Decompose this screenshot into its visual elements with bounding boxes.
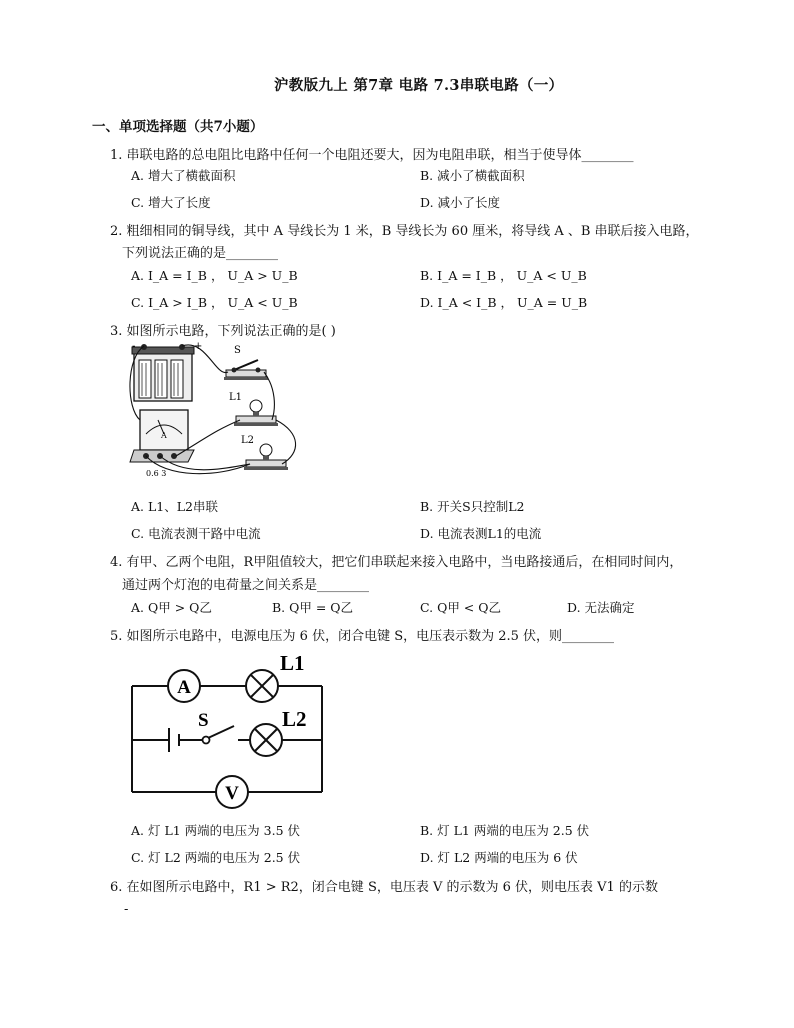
voltmeter-label: V <box>225 783 239 804</box>
battery-plus-label: + <box>194 341 203 352</box>
q1-option-a: A. 增大了横截面积 <box>131 168 236 183</box>
q3-option-a: A. L1、L2串联 <box>131 499 218 514</box>
lamp-l2-icon <box>244 444 288 470</box>
lamp-l2-icon <box>250 724 282 756</box>
switch-icon <box>224 360 268 380</box>
q1-option-d: D. 减小了长度 <box>420 195 501 210</box>
q4-stem-line2: 通过两个灯泡的电荷量之间关系是________ <box>122 578 370 593</box>
ammeter-terminal-label: 0.6 3 <box>146 469 167 478</box>
q4-option-d: D. 无法确定 <box>567 600 635 615</box>
lamp-l1-icon <box>234 400 278 426</box>
q4-option-b: B. Q甲 = Q乙 <box>272 600 354 615</box>
q3-option-c: C. 电流表测干路中电流 <box>131 526 261 541</box>
ammeter-label: A <box>161 431 167 440</box>
q2-option-a: A. I_A = I_B ， U_A > U_B <box>131 268 298 283</box>
section-heading: 一、单项选择题（共7小题） <box>92 119 264 135</box>
q3-option-b: B. 开关S只控制L2 <box>420 499 525 514</box>
q1-stem: 1. 串联电路的总电阻比电路中任何一个电阻还要大，因为电阻串联，相当于使导体________ <box>110 148 634 163</box>
ammeter-icon <box>168 670 200 702</box>
q6-stem-tail: - <box>124 902 129 917</box>
switch-label: S <box>198 710 209 731</box>
q5-stem: 5. 如图所示电路中，电源电压为 6 伏，闭合电键 S，电压表示数为 2.5 伏，则________ <box>110 629 615 644</box>
q3-circuit-figure <box>126 338 316 488</box>
q1-option-c: C. 增大了长度 <box>131 195 211 210</box>
q4-option-a: A. Q甲 > Q乙 <box>131 600 212 615</box>
q4-option-c: C. Q甲 < Q乙 <box>420 600 501 615</box>
lamp-l2-label: L2 <box>241 435 255 446</box>
lamp-l2-label: L2 <box>282 707 307 731</box>
q5-option-a: A. 灯 L1 两端的电压为 3.5 伏 <box>131 823 301 838</box>
ammeter-label: A <box>177 677 191 698</box>
voltmeter-icon <box>216 776 248 808</box>
q5-option-d: D. 灯 L2 两端的电压为 6 伏 <box>420 850 578 865</box>
switch-label: S <box>234 345 241 356</box>
lamp-l1-icon <box>246 670 278 702</box>
battery-icon <box>132 344 194 401</box>
q1-option-b: B. 减小了横截面积 <box>420 168 525 183</box>
q4-stem-line1: 4. 有甲、乙两个电阻，R甲阻值较大，把它们串联起来接入电路中，当电路接通后，在相同时间内， <box>110 555 683 570</box>
q2-stem-line1: 2. 粗细相同的铜导线，其中 A 导线长为 1 米，B 导线长为 60 厘米，将导线 A 、B 串联后接入电路， <box>110 224 699 239</box>
q5-circuit-figure <box>128 648 328 810</box>
q2-stem-line2: 下列说法正确的是________ <box>122 246 279 261</box>
q5-option-c: C. 灯 L2 两端的电压为 2.5 伏 <box>131 850 301 865</box>
battery-icon <box>169 728 179 752</box>
lamp-l1-label: L1 <box>280 651 305 675</box>
q3-option-d: D. 电流表测L1的电流 <box>420 526 542 541</box>
q2-option-b: B. I_A = I_B ， U_A < U_B <box>420 268 587 283</box>
q2-option-c: C. I_A > I_B ， U_A < U_B <box>131 295 298 310</box>
page-title: 沪教版九上 第7章 电路 7.3串联电路（一） <box>274 77 564 94</box>
switch-pivot-icon <box>203 737 210 744</box>
q3-stem: 3. 如图所示电路，下列说法正确的是( ) <box>110 324 336 339</box>
q2-option-d: D. I_A < I_B ， U_A = U_B <box>420 295 588 310</box>
battery-minus-label: - <box>132 341 136 352</box>
q6-stem: 6. 在如图所示电路中，R1 > R2，闭合电键 S，电压表 V 的示数为 6 伏，则电压表 V1 的示数 <box>110 880 658 895</box>
q5-option-b: B. 灯 L1 两端的电压为 2.5 伏 <box>420 823 590 838</box>
lamp-l1-label: L1 <box>229 392 243 403</box>
